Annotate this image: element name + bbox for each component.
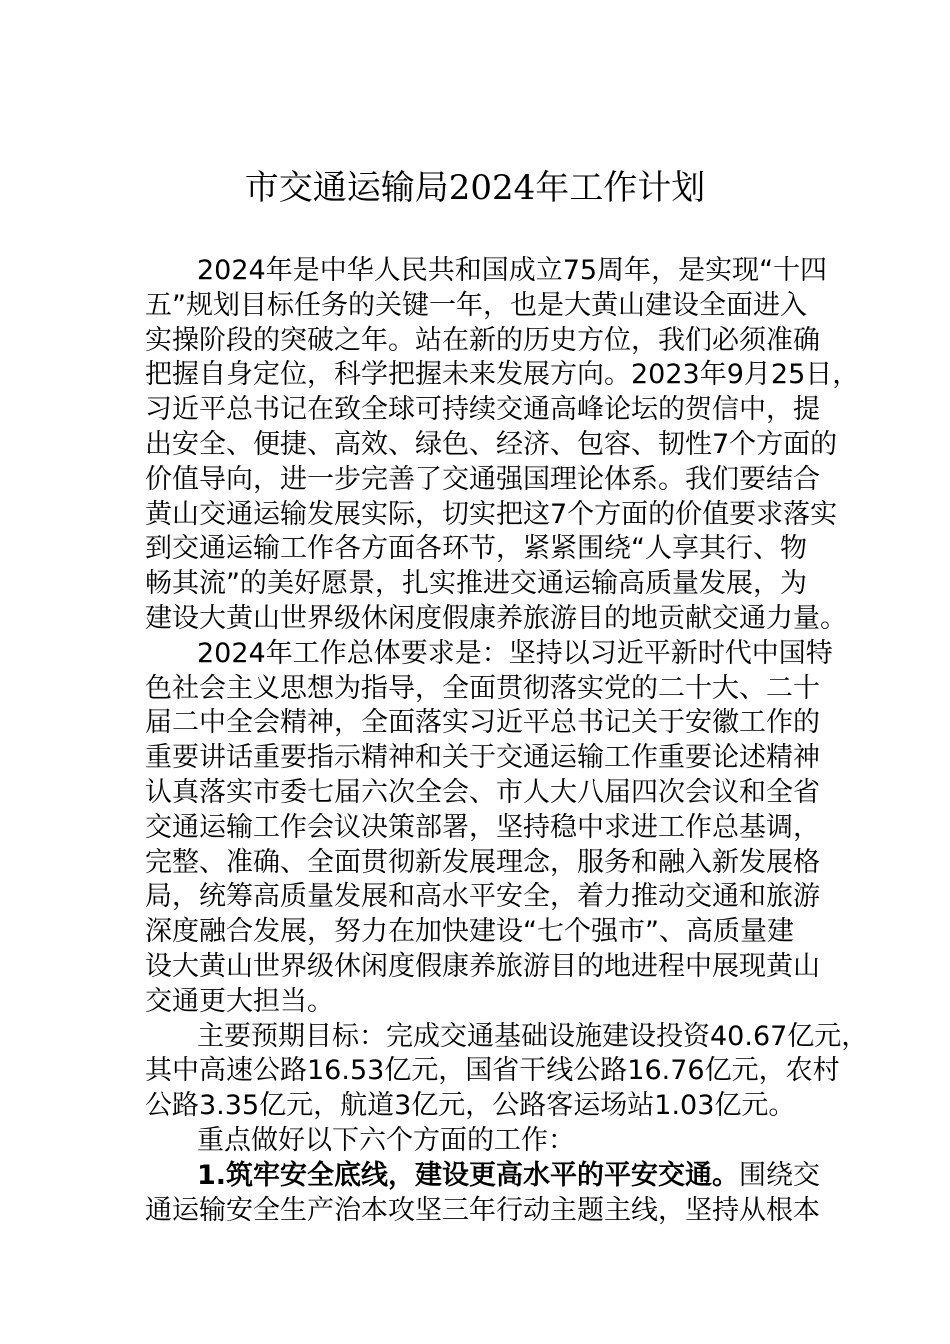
document-body <box>145 254 869 1228</box>
text-line: 主要预期目标：完成交通基础设施建设投资40.67亿元， <box>197 1020 869 1052</box>
text-line: 出安全、便捷、高效、绿色、经济、包容、韧性7个方面的 <box>145 428 838 460</box>
paragraph-targets <box>145 1020 869 1124</box>
text-line <box>145 1159 835 1194</box>
text-line: 交通运输工作会议决策部署，坚持稳中求进工作总基调， <box>145 811 820 843</box>
text-line: 完整、准确、全面贯彻新发展理念，服务和融入新发展格 <box>145 846 820 878</box>
text-line: 其中高速公路16.53亿元，国省干线公路16.76亿元，农村 <box>145 1055 840 1087</box>
text-line: 把握自身定位，科学把握未来发展方向。2023年9月25日， <box>145 359 860 391</box>
text-line: 五”规划目标任务的关键一年，也是大黄山建设全面进入 <box>145 289 807 321</box>
paragraph-key-work <box>145 1124 835 1159</box>
text-line: 重点做好以下六个方面的工作： <box>197 1124 575 1156</box>
paragraph-intro <box>145 254 860 637</box>
text-line: 局，统筹高质量发展和高水平安全，着力推动交通和旅游 <box>145 881 820 913</box>
text-line: 通运输安全生产治本攻坚三年行动主题主线，坚持从根本 <box>145 1194 820 1226</box>
document-title: 市交通运输局2024年工作计划 <box>244 168 706 208</box>
text-line: 2024年工作总体要求是：坚持以习近平新时代中国特 <box>197 637 833 669</box>
text-line: 深度融合发展，努力在加快建设“七个强市”、高质量建 <box>145 916 794 948</box>
text-line: 交通更大担当。 <box>145 985 334 1017</box>
text-line: 公路3.35亿元，航道3亿元，公路客运场站1.03亿元。 <box>145 1090 796 1122</box>
text-line: 认真落实市委七届六次全会、市人大八届四次会议和全省 <box>145 776 820 808</box>
text-line: 设大黄山世界级休闲度假康养旅游目的地进程中展现黄山 <box>145 950 820 982</box>
text-line: 重要讲话重要指示精神和关于交通运输工作重要论述精神 <box>145 742 820 774</box>
text-line: 价值导向，进一步完善了交通强国理论体系。我们要结合 <box>145 463 820 495</box>
text-line: 到交通运输工作各方面各环节，紧紧围绕“人享其行、物 <box>145 533 807 565</box>
section-heading: 1.筑牢安全底线，建设更高水平的平安交通。 <box>197 1159 740 1191</box>
text-line: 建设大黄山世界级休闲度假康养旅游目的地贡献交通力量。 <box>145 602 847 634</box>
paragraph-section-1 <box>145 1159 835 1229</box>
text-run: 围绕交 <box>739 1159 821 1191</box>
paragraph-requirements <box>145 637 835 1020</box>
text-line: 习近平总书记在致全球可持续交通高峰论坛的贺信中，提 <box>145 394 820 426</box>
text-line: 畅其流”的美好愿景，扎实推进交通运输高质量发展，为 <box>145 568 807 600</box>
text-line: 届二中全会精神，全面落实习近平总书记关于安徽工作的 <box>145 707 820 739</box>
text-line: 实操阶段的突破之年。站在新的历史方位，我们必须准确 <box>145 324 820 356</box>
text-line: 黄山交通运输发展实际，切实把这7个方面的价值要求落实 <box>145 498 838 530</box>
text-line: 2024年是中华人民共和国成立75周年，是实现“十四 <box>197 255 828 286</box>
text-line: 色社会主义思想为指导，全面贯彻落实党的二十大、二十 <box>145 672 820 704</box>
